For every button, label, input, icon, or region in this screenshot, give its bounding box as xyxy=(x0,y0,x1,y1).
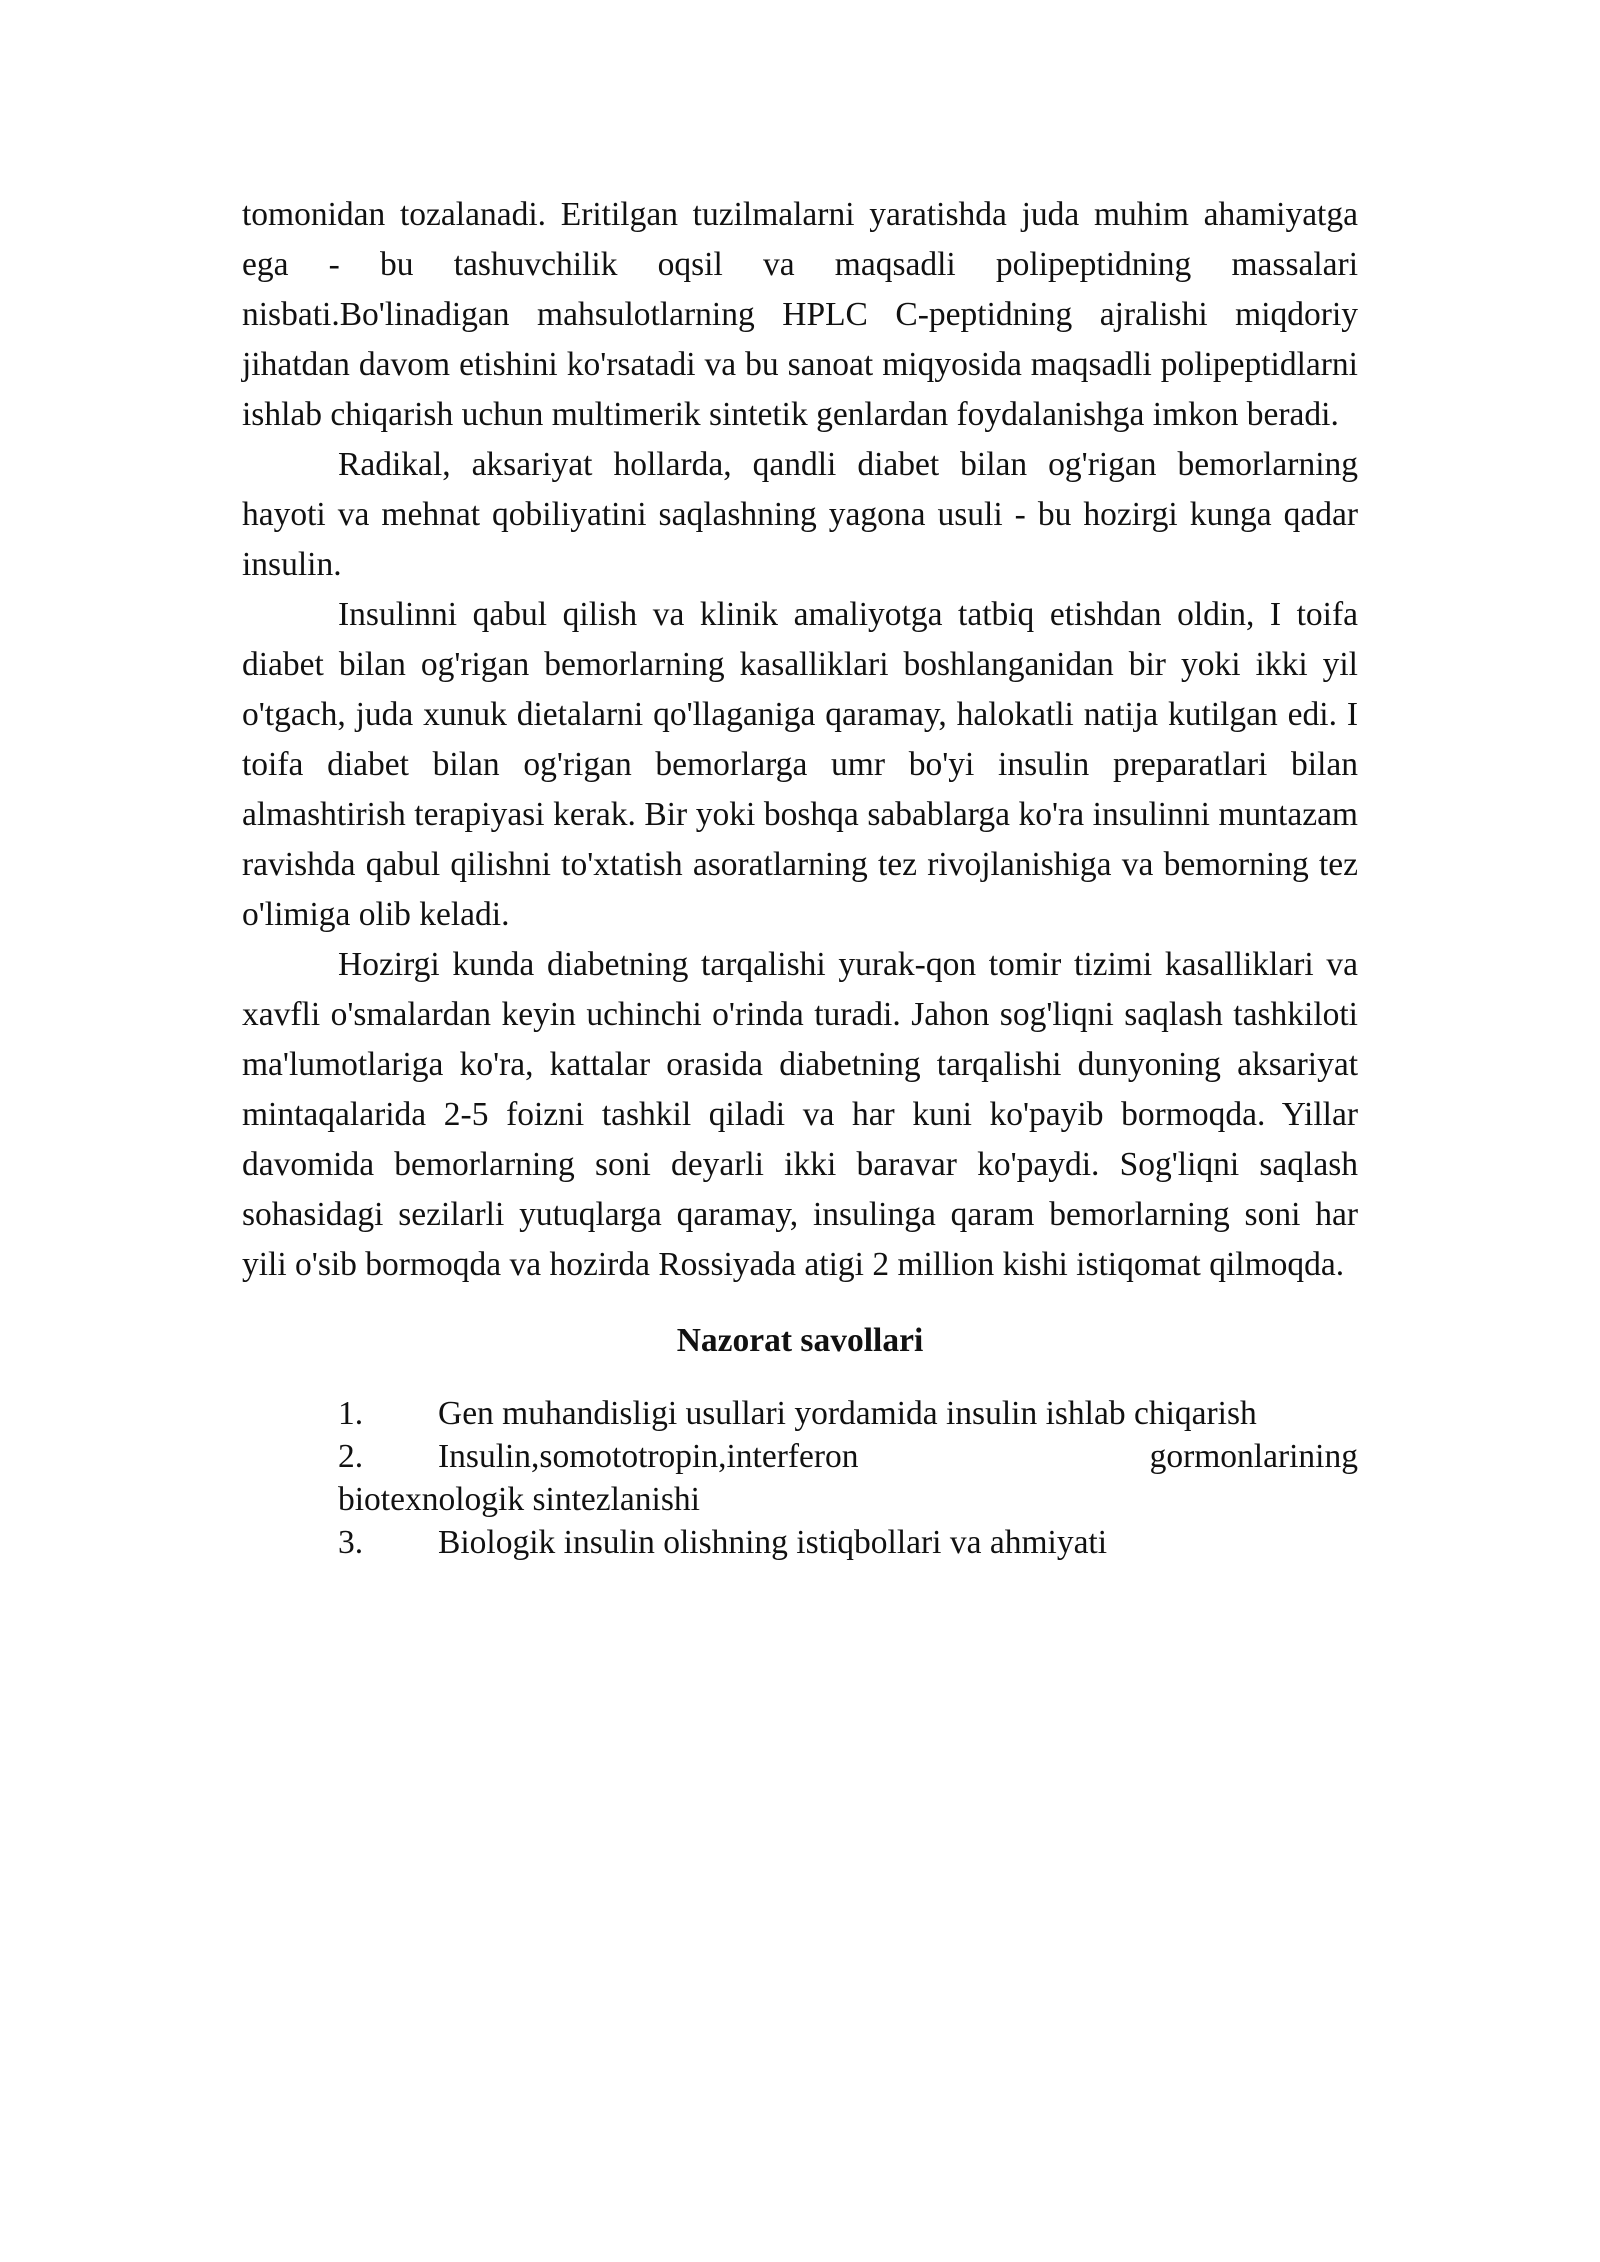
paragraph-4: Hozirgi kunda diabetning tarqalishi yurak-qon tomir tizimi kasalliklari va xavfli o'smalardan keyin uchinchi o'rinda turadi. Jahon sog'liqni saqlash tashkiloti ma'lumotlariga ko'ra, kattalar orasida diabetning tarqalishi dunyoning aksariyat mintaqalarida 2-5 foizni tashkil qiladi va har kuni ko'payib bormoqda. Yillar davomida bemorlarning soni deyarli ikki baravar ko'paydi. Sog'liqni saqlash sohasidagi sezilarli yutuqlarga qaramay, insulinga qaram bemorlarning soni har yili o'sib bormoqda va hozirda Rossiyada atigi 2 million kishi istiqomat qilmoqda. xyxy=(242,946,1358,1283)
question-text-part2: gormonlarining xyxy=(1149,1438,1358,1475)
question-number: 3. xyxy=(338,1524,364,1561)
question-number: 1. xyxy=(338,1395,364,1432)
questions-list xyxy=(242,1392,1358,1564)
section-heading: Nazorat savollari xyxy=(676,1322,924,1359)
paragraph-3: Insulinni qabul qilish va klinik amaliyotga tatbiq etishdan oldin, I toifa diabet bilan og'rigan bemorlarning kasalliklari boshlanganidan bir yoki ikki yil o'tgach, juda xunuk dietalarni qo'llaganiga qaramay, halokatli natija kutilgan edi. I toifa diabet bilan og'rigan bemorlarga umr bo'yi insulin preparatlari bilan almashtirish terapiyasi kerak. Bir yoki boshqa sabablarga ko'ra insulinni muntazam ravishda qabul qilishni to'xtatish asoratlarning tez rivojlanishiga va bemorning tez o'limiga olib keladi. xyxy=(242,596,1358,933)
question-item-3 xyxy=(338,1521,1358,1564)
question-2-second-line xyxy=(338,1478,1358,1521)
question-item-1 xyxy=(338,1392,1358,1435)
paragraph-1: tomonidan tozalanadi. Eritilgan tuzilmalarni yaratishda juda muhim ahamiyatga ega - bu tashuvchilik oqsil va maqsadli polipeptidning massalari nisbati.Bo'linadigan mahsulotlarning HPLC C-peptidning ajralishi miqdoriy jihatdan davom etishini ko'rsatadi va bu sanoat miqyosida maqsadli polipeptidlarni ishlab chiqarish uchun multimerik sintetik genlardan foydalanishga imkon beradi. xyxy=(242,196,1358,433)
question-text-part3: biotexnologik sintezlanishi xyxy=(338,1481,700,1518)
question-text: Gen muhandisligi usullari yordamida insulin ishlab chiqarish xyxy=(438,1395,1257,1432)
paragraph-2: Radikal, aksariyat hollarda, qandli diabet bilan og'rigan bemorlarning hayoti va mehnat qobiliyatini saqlashning yagona usuli - bu hozirgi kunga qadar insulin. xyxy=(242,446,1358,583)
question-2-first-line xyxy=(338,1435,1358,1478)
document-page xyxy=(242,190,1358,1564)
question-number: 2. xyxy=(338,1438,364,1475)
question-item-2 xyxy=(338,1435,1358,1521)
question-text-part1: Insulin,somototropin,interferon xyxy=(438,1438,859,1475)
question-text: Biologik insulin olishning istiqbollari va ahmiyati xyxy=(438,1524,1108,1561)
